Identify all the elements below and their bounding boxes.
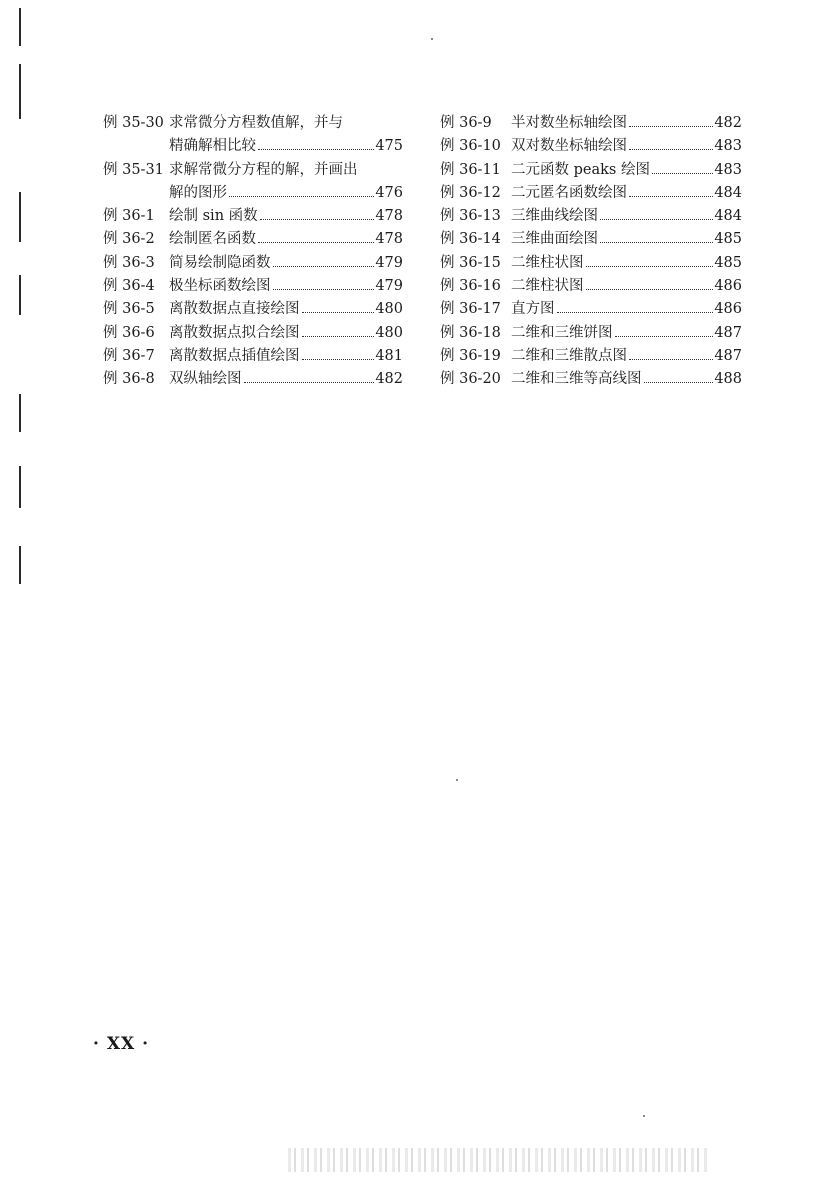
entry-title [169, 228, 403, 251]
toc-entry[interactable] [103, 275, 403, 298]
example-number: 例 36-7 [103, 347, 155, 364]
entry-text: 半对数坐标轴绘图 [511, 115, 627, 131]
page-ref: 479 [375, 254, 403, 271]
toc-entry[interactable] [440, 112, 742, 135]
entry-title [511, 298, 742, 321]
page-ref: 486 [714, 301, 742, 318]
entry-line [511, 182, 742, 205]
leader-dots [629, 126, 713, 127]
example-number: 例 36-15 [440, 254, 501, 271]
leader-dots [302, 359, 375, 360]
entry-title [511, 322, 742, 345]
page-ref: 481 [375, 347, 403, 364]
entry-text: 二维和三维散点图 [511, 347, 627, 364]
entry-line [169, 182, 403, 205]
leader-dots [615, 336, 714, 337]
toc-entry[interactable] [440, 159, 742, 182]
scan-speck [431, 38, 433, 40]
page-ref: 483 [714, 161, 742, 178]
entry-title [511, 368, 742, 391]
entry-line [511, 205, 742, 228]
entry-title [511, 112, 742, 135]
example-number: 例 36-1 [103, 208, 155, 225]
entry-text: 二维和三维饼图 [511, 324, 613, 341]
toc-entry[interactable] [440, 135, 742, 158]
entry-line [169, 345, 403, 368]
example-number: 例 36-18 [440, 324, 501, 341]
example-number: 例 36-4 [103, 278, 155, 295]
toc-entry[interactable] [440, 298, 742, 321]
page-ref: 487 [714, 324, 742, 341]
entry-line [511, 135, 742, 158]
entry-title [169, 252, 403, 275]
leader-dots [302, 336, 375, 337]
entry-title [169, 112, 403, 159]
entry-text: 离散数据点直接绘图 [169, 301, 300, 318]
margin-mark [19, 546, 21, 584]
page-ref: 483 [714, 138, 742, 155]
margin-mark [19, 192, 21, 242]
leader-dots [229, 196, 374, 197]
entry-text: 二维和三维等高线图 [511, 371, 642, 388]
example-number: 例 36-8 [103, 371, 155, 388]
margin-mark [19, 394, 21, 432]
entry-line [511, 298, 742, 321]
example-number: 例 36-17 [440, 301, 501, 318]
toc-entry[interactable] [103, 345, 403, 368]
entry-line [169, 252, 403, 275]
leader-dots [644, 382, 714, 383]
example-number: 例 35-30 [103, 115, 164, 131]
entry-text: 极坐标函数绘图 [169, 278, 271, 295]
leader-dots [586, 289, 714, 290]
entry-line [169, 275, 403, 298]
example-number: 例 36-6 [103, 324, 155, 341]
toc-entry[interactable] [440, 275, 742, 298]
toc-entry[interactable] [440, 228, 742, 251]
entry-text: 二元匿名函数绘图 [511, 184, 627, 201]
margin-mark [19, 8, 21, 46]
example-number: 例 36-14 [440, 231, 501, 248]
entry-line [169, 228, 403, 251]
toc-left-column [103, 112, 403, 392]
toc-entry[interactable] [103, 252, 403, 275]
entry-title [169, 159, 403, 206]
page-ref: 484 [714, 184, 742, 201]
leader-dots [258, 242, 374, 243]
leader-dots [586, 266, 714, 267]
entry-text: 双对数坐标轴绘图 [511, 138, 627, 155]
margin-mark [19, 466, 21, 508]
scan-speck [643, 1115, 645, 1117]
entry-title [169, 322, 403, 345]
leader-dots [258, 149, 374, 150]
scan-artifact [288, 1148, 708, 1172]
entry-text: 三维曲面绘图 [511, 231, 598, 248]
toc-entry[interactable] [103, 228, 403, 251]
entry-text: 求常微分方程数值解，并与 [169, 115, 343, 131]
page-ref: 478 [375, 208, 403, 225]
entry-line [511, 228, 742, 251]
entry-line [511, 275, 742, 298]
example-number: 例 36-12 [440, 184, 501, 201]
page-ref: 476 [375, 184, 403, 201]
entry-title [511, 182, 742, 205]
toc-entry[interactable] [103, 322, 403, 345]
page-ref: 485 [714, 254, 742, 271]
leader-dots [273, 266, 375, 267]
example-number: 例 36-5 [103, 301, 155, 318]
entry-text: 绘制匿名函数 [169, 231, 256, 248]
entry-text: 解的图形 [169, 184, 227, 201]
leader-dots [302, 312, 375, 313]
entry-line [511, 368, 742, 391]
entry-title [169, 368, 403, 391]
page-number: · XX · [93, 1034, 150, 1054]
entry-line [169, 159, 403, 182]
leader-dots [600, 242, 713, 243]
toc-entry[interactable] [440, 345, 742, 368]
leader-dots [260, 219, 375, 220]
leader-dots [629, 196, 713, 197]
entry-text: 直方图 [511, 301, 555, 318]
toc-entry[interactable] [440, 368, 742, 391]
entry-title [511, 345, 742, 368]
page-ref: 488 [714, 371, 742, 388]
toc-entry[interactable] [440, 182, 742, 205]
entry-text: 简易绘制隐函数 [169, 254, 271, 271]
example-number: 例 36-3 [103, 254, 155, 271]
entry-text: 双纵轴绘图 [169, 371, 242, 388]
page-ref: 486 [714, 278, 742, 295]
leader-dots [557, 312, 714, 313]
entry-title [169, 298, 403, 321]
entry-line [169, 368, 403, 391]
entry-text: 绘制 sin 函数 [169, 208, 258, 225]
leader-dots [600, 219, 713, 220]
page-ref: 485 [714, 231, 742, 248]
entry-line [511, 159, 742, 182]
example-number: 例 36-16 [440, 278, 501, 295]
entry-line [169, 135, 403, 158]
margin-mark [19, 64, 21, 119]
leader-dots [629, 359, 713, 360]
entry-text: 二维柱状图 [511, 278, 584, 295]
entry-title [511, 135, 742, 158]
example-number: 例 36-2 [103, 231, 155, 248]
toc-entry[interactable] [103, 112, 403, 159]
entry-title [169, 275, 403, 298]
entry-title [511, 252, 742, 275]
toc-entry[interactable] [103, 298, 403, 321]
entry-title [169, 345, 403, 368]
example-number: 例 36-11 [440, 161, 501, 178]
entry-title [511, 228, 742, 251]
page-ref: 484 [714, 208, 742, 225]
example-number: 例 35-31 [103, 161, 164, 178]
entry-text: 二维柱状图 [511, 254, 584, 271]
entry-line [511, 345, 742, 368]
entry-text: 离散数据点拟合绘图 [169, 324, 300, 341]
example-number: 例 36-9 [440, 115, 492, 131]
leader-dots [629, 149, 713, 150]
entry-line [169, 298, 403, 321]
page-ref: 482 [714, 115, 742, 131]
entry-title [169, 205, 403, 228]
entry-line [169, 322, 403, 345]
page-ref: 478 [375, 231, 403, 248]
entry-line [169, 112, 403, 135]
scan-speck [456, 779, 458, 781]
entry-title [511, 205, 742, 228]
entry-text: 二元函数 peaks 绘图 [511, 161, 650, 178]
entry-line [511, 252, 742, 275]
page-ref: 487 [714, 347, 742, 364]
example-number: 例 36-13 [440, 208, 501, 225]
entry-text: 求解常微分方程的解，并画出 [169, 161, 358, 178]
example-number: 例 36-10 [440, 138, 501, 155]
leader-dots [273, 289, 375, 290]
leader-dots [244, 382, 375, 383]
page-ref: 479 [375, 278, 403, 295]
entry-line [169, 205, 403, 228]
entry-text: 离散数据点插值绘图 [169, 347, 300, 364]
entry-line [511, 112, 742, 135]
entry-text: 精确解相比较 [169, 138, 256, 155]
example-number: 例 36-20 [440, 371, 501, 388]
entry-text: 三维曲线绘图 [511, 208, 598, 225]
example-number: 例 36-19 [440, 347, 501, 364]
page-ref: 475 [375, 138, 403, 155]
toc-entry[interactable] [440, 322, 742, 345]
page-ref: 480 [375, 324, 403, 341]
toc-entry[interactable] [103, 368, 403, 391]
toc-entry[interactable] [440, 252, 742, 275]
toc-entry[interactable] [103, 159, 403, 206]
page-ref: 480 [375, 301, 403, 318]
entry-line [511, 322, 742, 345]
leader-dots [652, 173, 713, 174]
page-ref: 482 [375, 371, 403, 388]
toc-entry[interactable] [440, 205, 742, 228]
margin-mark [19, 275, 21, 315]
toc-right-column [440, 112, 742, 392]
toc-entry[interactable] [103, 205, 403, 228]
entry-title [511, 275, 742, 298]
entry-title [511, 159, 742, 182]
